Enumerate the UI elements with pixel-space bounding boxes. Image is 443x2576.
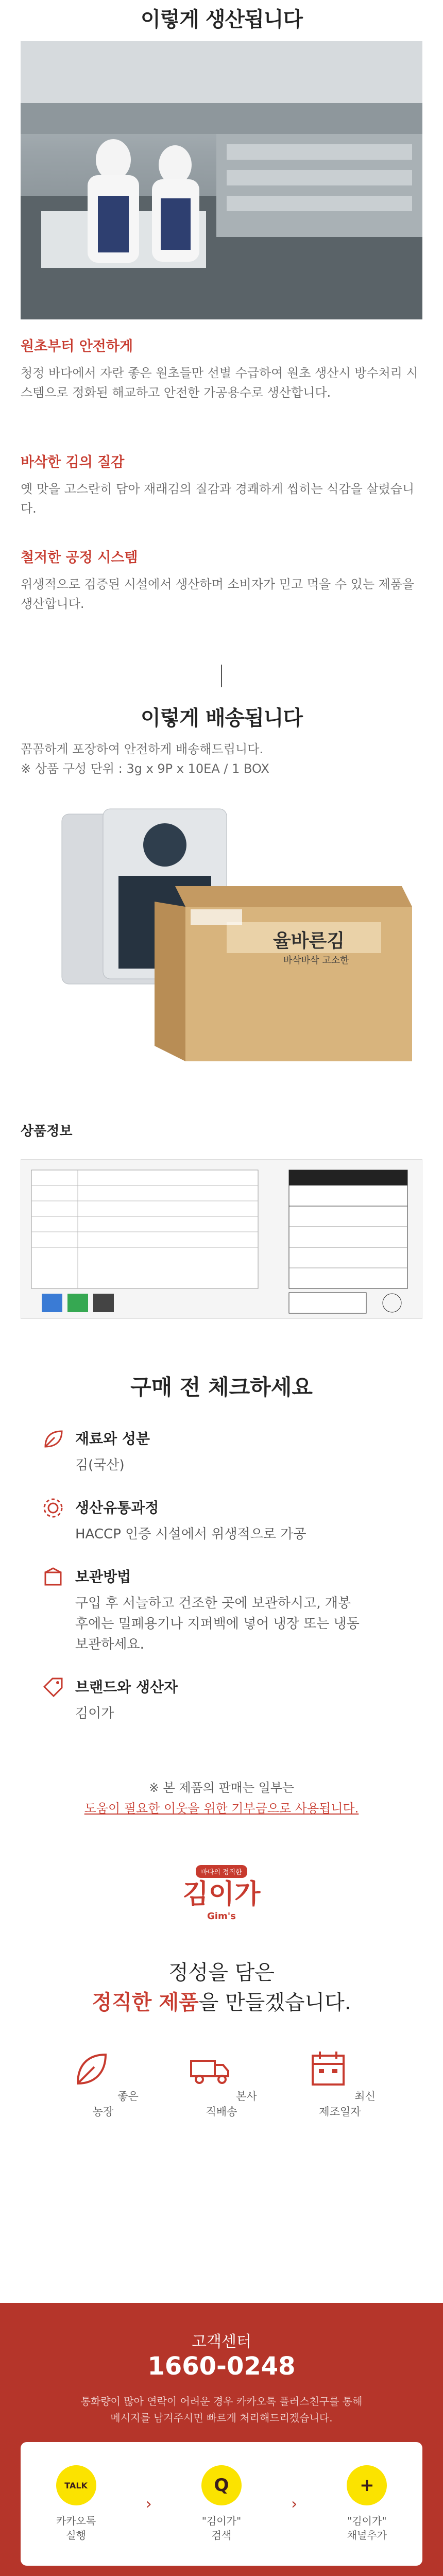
check-item-process [41,1496,402,1545]
kakao-steps-card [21,2442,422,2566]
check-item-text: 구입 후 서늘하고 건조한 곳에 보관하시고, 개봉 후에는 밀폐용기나 지퍼백에 넣어 냉장 또는 냉동 보관하세요. [75,1596,360,1652]
brand-icon-label: 좋은농장 [92,2090,139,2118]
factory-illustration [21,41,422,319]
check-item-text: 김이가 [75,1706,114,1721]
step-label-1: "김이가" [201,2515,242,2527]
box-sub-text: 바삭바삭 고소한 [283,955,349,966]
check-item-storage [41,1565,402,1655]
gear-icon [41,1496,65,1520]
check-item-title: 브랜드와 생산자 [75,1679,178,1696]
production-feature-3 [0,546,443,614]
shipping-title: 이렇게 배송됩니다 [140,706,303,730]
brand-icon-farm [67,2045,139,2119]
feature-text: 위생적으로 검증된 시설에서 생산하며 소비자가 믿고 먹을 수 있는 제품을 생산합니다. [21,577,415,611]
check-item-title: 보관방법 [75,1568,131,1585]
search-icon: Q [201,2465,242,2505]
customer-center [0,2303,443,2576]
check-item-ingredients [41,1427,402,1476]
step-label-2: 채널추가 [347,2529,387,2541]
logo-text: 김이가 [182,1878,261,1910]
tagline-line-1: 정성을 담은 [168,1961,275,1985]
production-feature-2 [0,451,443,518]
check-item-title: 재료와 성분 [75,1430,150,1447]
cs-desc-line-1: 통화량이 많아 연락이 어려운 경우 카카오톡 플러스친구를 통해 [80,2395,363,2408]
product-info-title: 상품정보 [21,1124,73,1139]
label-illustration [21,1160,423,1319]
check-item-title: 생산유통과정 [75,1499,159,1516]
brand-logo [170,1865,273,1922]
step-label-2: 검색 [211,2529,232,2541]
plus-icon: + [347,2465,387,2505]
cs-title: 고객센터 [192,2333,251,2351]
step-search[interactable] [180,2465,263,2543]
chevron-right-icon: › [291,2495,298,2513]
step-label-1: "김이가" [347,2515,387,2527]
production-section [0,0,443,32]
brand-icon-delivery [185,2045,258,2119]
check-list [41,1427,402,1744]
tagline-highlight: 정직한 제품 [92,1991,199,2014]
production-feature-1 [0,335,443,402]
step-add-channel[interactable] [326,2465,408,2543]
chevron-right-icon: › [145,2495,152,2513]
shipping-text: 꼼꼼하게 포장하여 안전하게 배송해드립니다. [21,742,264,756]
notice-line-1: ※ 본 제품의 판매는 일부는 [148,1781,295,1795]
shipping-text-block [0,739,443,778]
logo-top: 바다의 정직한 [196,1865,247,1878]
kakao-icon: TALK [56,2465,96,2505]
brand-tagline [0,1958,443,2018]
tagline-rest: 을 만들겠습니다. [198,1991,351,2014]
product-package-photo [21,799,422,1087]
package-illustration [21,799,422,1087]
brand-icon-label: 최신제조일자 [319,2090,376,2118]
product-label-image [21,1159,422,1319]
shipping-section [0,665,443,731]
leaf-icon [41,1427,65,1451]
check-title: 구매 전 체크하세요 [130,1375,313,1400]
calendar-icon [304,2045,352,2093]
cs-description [0,2393,443,2426]
feature-text: 옛 맛을 고스란히 담아 재래김의 질감과 경쾌하게 씹히는 식감을 살렸습니다. [21,482,415,516]
factory-photo [21,41,422,319]
brand-icon-date [304,2045,376,2119]
leaf-icon [67,2045,115,2093]
divider [221,665,222,687]
logo-en: Gim's [207,1911,236,1922]
step-label-1: 카카오톡 [56,2515,96,2527]
truck-icon [186,2045,233,2093]
brand-icon-label: 본사직배송 [206,2090,257,2118]
brand-icons [0,2045,443,2119]
feature-text: 청정 바다에서 자란 좋은 원초들만 선별 수급하여 원초 생산시 방수처리 시스템으로 정화된 해교하고 안전한 가공용수로 생산합니다. [21,366,418,400]
box-icon [41,1565,65,1589]
feature-title: 바삭한 김의 질감 [21,454,125,470]
cs-phone[interactable]: 1660-0248 [147,2352,296,2381]
shipping-unit: ※ 상품 구성 단위 : 3g x 9P x 10EA / 1 BOX [21,761,269,776]
notice-line-2: 도움이 필요한 이웃을 위한 기부금으로 사용됩니다. [84,1801,359,1816]
feature-title: 원초부터 안전하게 [21,338,133,354]
donation-notice [0,1777,443,1819]
feature-title: 철저한 공정 시스템 [21,550,138,566]
step-kakao[interactable] [35,2465,117,2543]
production-title: 이렇게 생산됩니다 [140,8,303,31]
cs-desc-line-2: 메시지를 남겨주시면 빠르게 처리해드리겠습니다. [110,2412,333,2424]
step-label-2: 실행 [66,2529,86,2541]
box-brand-text: 율바른김 [273,930,345,952]
check-item-text: HACCP 인증 시설에서 위생적으로 가공 [75,1527,306,1542]
check-item-brand [41,1675,402,1724]
check-item-text: 김(국산) [75,1458,125,1473]
tag-icon [41,1675,65,1699]
